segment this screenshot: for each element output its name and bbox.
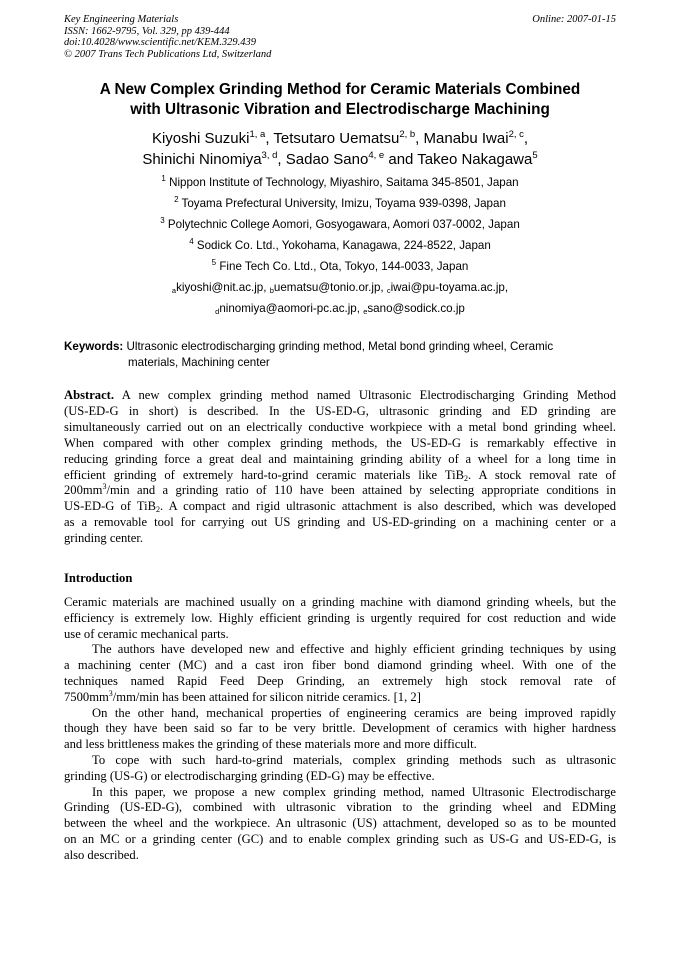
affiliation-number: 1	[161, 174, 166, 183]
affiliation-text: Toyama Prefectural University, Imizu, Toyama 939-0398, Japan	[181, 197, 506, 210]
paper-title	[64, 80, 616, 120]
paragraph-line: grinding (US-G) or electrodischarging grinding (ED-G) may be effective.	[64, 768, 435, 783]
keywords	[64, 339, 616, 370]
author-separator: ,	[265, 130, 274, 147]
author-name: Sadao Sano	[285, 150, 369, 168]
paragraph-line: techniques named Rapid Feed Deep Grinding, an extremely high stock removal rate of	[64, 673, 616, 688]
abstract-line: reducing grinding force a great deal and maintaining grinding ability of a wheel for a long time in	[64, 451, 616, 466]
paragraph-line: use of ceramic mechanical parts.	[64, 626, 229, 641]
abstract-label: Abstract.	[64, 388, 115, 402]
paragraph-line: Ceramic materials are machined usually on a grinding machine with diamond grinding wheels, but the	[64, 595, 616, 609]
author-line-2	[64, 150, 616, 171]
abstract-line: $200mm^3/\min$ and a grinding ratio of 110 have been attained by selecting appropriate conditions in	[64, 482, 616, 498]
author-list	[64, 129, 616, 170]
author-mark: 3, d	[261, 149, 278, 161]
section-heading: Introduction	[64, 571, 133, 585]
doi-line: doi:10.4028/www.scientific.net/KEM.329.439	[64, 37, 256, 48]
email-mark: d	[215, 307, 220, 316]
journal-name: Key Engineering Materials	[64, 14, 179, 25]
affiliation	[64, 256, 616, 277]
author-mark: 2, b	[399, 129, 416, 140]
author-name: Manabu Iwai	[423, 130, 509, 147]
email-line-1	[64, 277, 616, 298]
email-link[interactable]: iwai@pu-toyama.ac.jp,	[390, 281, 509, 294]
email-link[interactable]: ninomiya@aomori-pc.ac.jp,	[219, 302, 360, 315]
author-mark: 1, a	[249, 129, 266, 140]
paragraph-line: a machining center (MC) and a cast iron fiber bond diamond grinding wheel. With one of the	[64, 658, 616, 673]
author-separator: and	[384, 150, 418, 168]
author-name: Tetsutaro Uematsu	[273, 130, 400, 147]
email-mark: e	[363, 307, 368, 316]
paragraph-line: efficiency is extremely low. Highly efficient grinding is urgently required for cost reduction and wide	[64, 610, 616, 625]
title-line-2: with Ultrasonic Vibration and Electrodischarge Machining	[130, 101, 550, 118]
paragraph-line: though they have been said so far to be very brittle. Development of ceramics with higher hardness	[64, 721, 616, 736]
abstract-line: When compared with other complex grinding methods, the US-ED-G is remarkably effective in	[64, 435, 616, 450]
affiliation-text: Sodick Co. Ltd., Yokohama, Kanagawa, 224-8522, Japan	[196, 239, 491, 252]
email-link[interactable]: uematsu@tonio.or.jp,	[273, 281, 384, 294]
abstract-line: efficient grinding of extremely hard-to-grind ceramic materials like TiB$_2$. A stock removal rate of	[64, 467, 616, 483]
author-mark: 2, c	[508, 129, 524, 140]
affiliation	[64, 193, 616, 214]
copyright-line: © 2007 Trans Tech Publications Ltd, Switzerland	[64, 48, 272, 60]
abstract-line: (US-ED-G in short) is described. In the US-ED-G, ultrasonic grinding and ED grinding are	[64, 403, 616, 418]
author-name: Kiyoshi Suzuki	[151, 130, 250, 147]
author-separator: ,	[415, 130, 424, 147]
author-separator: ,	[523, 130, 529, 147]
affiliation-number: 2	[174, 195, 179, 204]
abstract-line: simultaneously carried out on an electrically conductive workpiece with a metal bond grinding wheel.	[64, 419, 616, 434]
online-date: Online: 2007-01-15	[532, 14, 616, 25]
title-line-1: A New Complex Grinding Method for Ceramic Materials Combined	[99, 81, 581, 98]
paragraph-line: also described.	[64, 847, 139, 862]
paragraph-line: and less brittleness makes the grinding of these materials more and more difficult.	[64, 737, 477, 752]
keywords-line-1	[64, 339, 616, 355]
journal-header	[64, 14, 616, 60]
affiliation	[64, 172, 616, 193]
affiliation-text: Fine Tech Co. Ltd., Ota, Tokyo, 144-0033, Japan	[219, 260, 469, 273]
paragraph-line: between the wheel and the workpiece. An ultrasonic (US) attachment, developed so as to be mounted	[64, 816, 616, 831]
paragraph-line: on an MC or a grinding center (GC) and to enable complex grinding such as US-G and US-ED-G, is	[64, 831, 616, 846]
affiliations	[64, 172, 616, 319]
keywords-line-2: materials, Machining center	[128, 355, 270, 369]
email-mark: a	[171, 286, 177, 295]
abstract-line: Abstract. A new complex grinding method named Ultrasonic Electrodischarging Grinding Method	[64, 388, 616, 402]
author-separator: ,	[277, 150, 286, 168]
author-mark: 5	[532, 149, 538, 161]
paragraph-line: Grinding (US-ED-G), combined with ultrasonic vibration to the grinding wheel and EDMing	[64, 800, 616, 815]
paragraph-line: To cope with such hard-to-grind materials, complex grinding methods such as ultrasonic	[92, 752, 616, 767]
keywords-label: Keywords:	[64, 340, 124, 353]
affiliation-text: Polytechnic College Aomori, Gosyogawara, Aomori 037-0002, Japan	[167, 218, 520, 231]
author-mark: 4, e	[368, 149, 385, 161]
introduction-body	[64, 595, 616, 864]
abstract-line: as a removable tool for carrying out US grinding and US-ED-grinding on a machining center or a	[64, 515, 616, 530]
email-mark: c	[386, 286, 391, 295]
keywords-text: Ultrasonic electrodischarging grinding method, Metal bond grinding wheel, Ceramic	[123, 340, 554, 353]
paragraph-line: The authors have developed new and effective and highly efficient grinding techniques by using	[92, 642, 616, 657]
email-mark: b	[269, 286, 274, 295]
affiliation-number: 3	[160, 216, 165, 225]
affiliation-number: 5	[211, 258, 217, 267]
paragraph-line: $7500mm^3/mm/\min$ has been attained for silicon nitride ceramics. [1, 2]	[64, 688, 421, 704]
author-name: Takeo Nakagawa	[417, 150, 533, 168]
abstract	[64, 388, 616, 547]
author-name: Shinichi Ninomiya	[142, 150, 262, 168]
paragraph-line: On the other hand, mechanical properties of engineering ceramics are being improved rapidly	[92, 705, 616, 720]
email-link[interactable]: kiyoshi@nit.ac.jp,	[176, 281, 267, 294]
affiliation	[64, 214, 616, 235]
abstract-line: grinding center.	[64, 531, 144, 546]
affiliation-number: 4	[189, 237, 194, 246]
abstract-line: US-ED-G of TiB$_2$. A compact and rigid ultrasonic attachment is also described, which was developed	[64, 499, 616, 515]
email-line-2	[64, 298, 616, 319]
author-line-1	[64, 129, 616, 150]
issn-line: ISSN: 1662-9795, Vol. 329, pp 439-444	[64, 25, 230, 37]
email-link[interactable]: sano@sodick.co.jp	[367, 302, 465, 315]
paragraph-line: In this paper, we propose a new complex grinding method, named Ultrasonic Electrodischarge	[92, 784, 616, 799]
affiliation-text: Nippon Institute of Technology, Miyashiro, Saitama 345-8501, Japan	[169, 176, 519, 189]
affiliation	[64, 235, 616, 256]
